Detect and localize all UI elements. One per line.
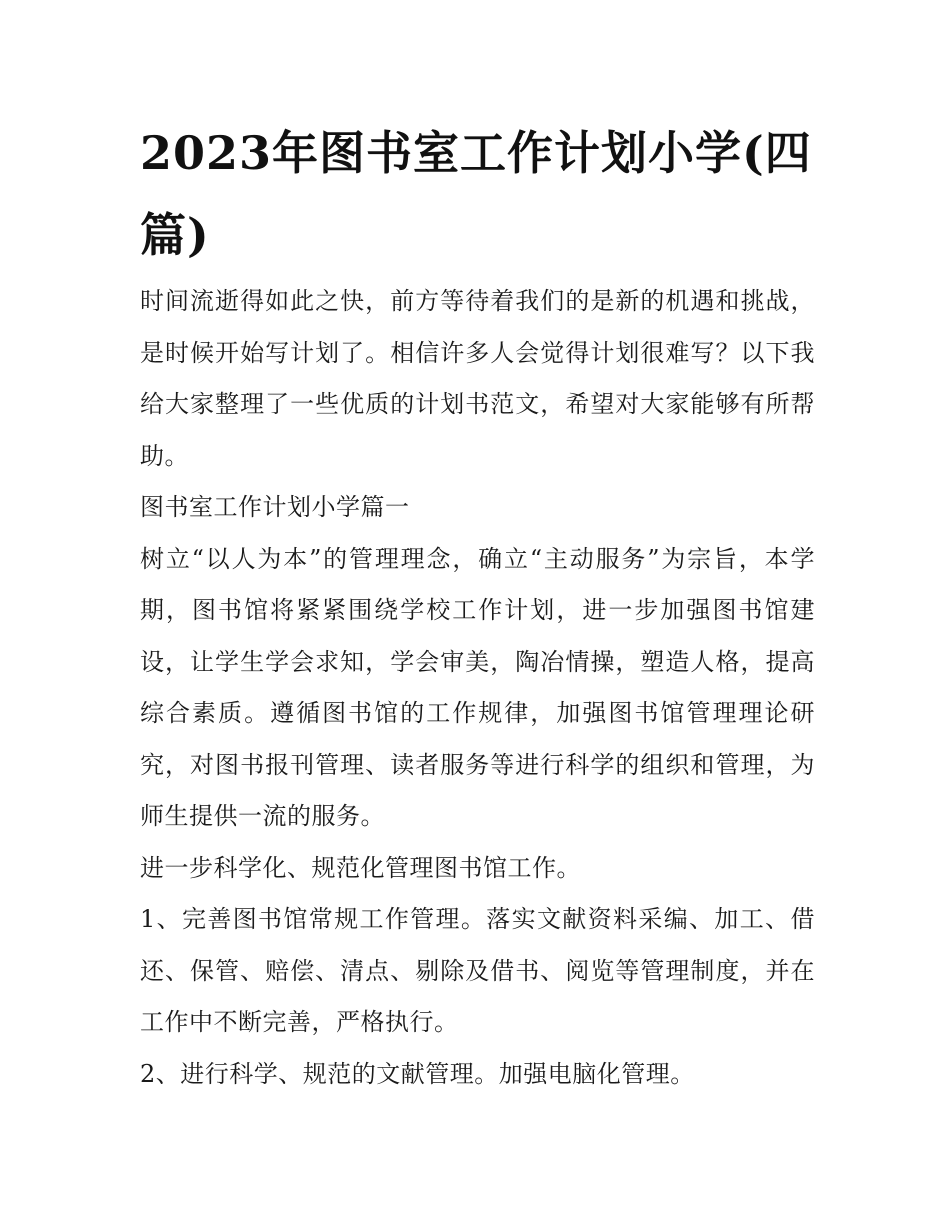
list-item: 2、进行科学、规范的文献管理。加强电脑化管理。 [140,1059,695,1088]
body-paragraph: 进一步科学化、规范化管理图书馆工作。 [140,853,581,882]
section-heading: 图书室工作计划小学篇一 [140,493,410,521]
document-body [140,276,815,1100]
body-paragraph: 树立“以人为本”的管理理念，确立“主动服务”为宗旨，本学期，图书馆将紧紧围绕学校工作计划，进一步加强图书馆建设，让学生学会求知，学会审美，陶冶情操，塑造人格，提高综合素质。遵循图书馆的工作规律，加强图书馆管理理论研究，对图书报刊管理、读者服务等进行科学的组织和管理，为师生提供一流的服务。 [140,544,815,830]
list-item: 1、完善图书馆常规工作管理。落实文献资料采编、加工、借还、保管、赔偿、清点、剔除及借书、阅览等管理制度，并在工作中不断完善，严格执行。 [140,905,815,1036]
document-title: 2023年图书室工作计划小学(四篇) [140,126,812,262]
intro-paragraph: 时间流逝得如此之快，前方等待着我们的是新的机遇和挑战，是时候开始写计划了。相信许多人会觉得计划很难写？以下我给大家整理了一些优质的计划书范文，希望对大家能够有所帮助。 [140,287,815,470]
